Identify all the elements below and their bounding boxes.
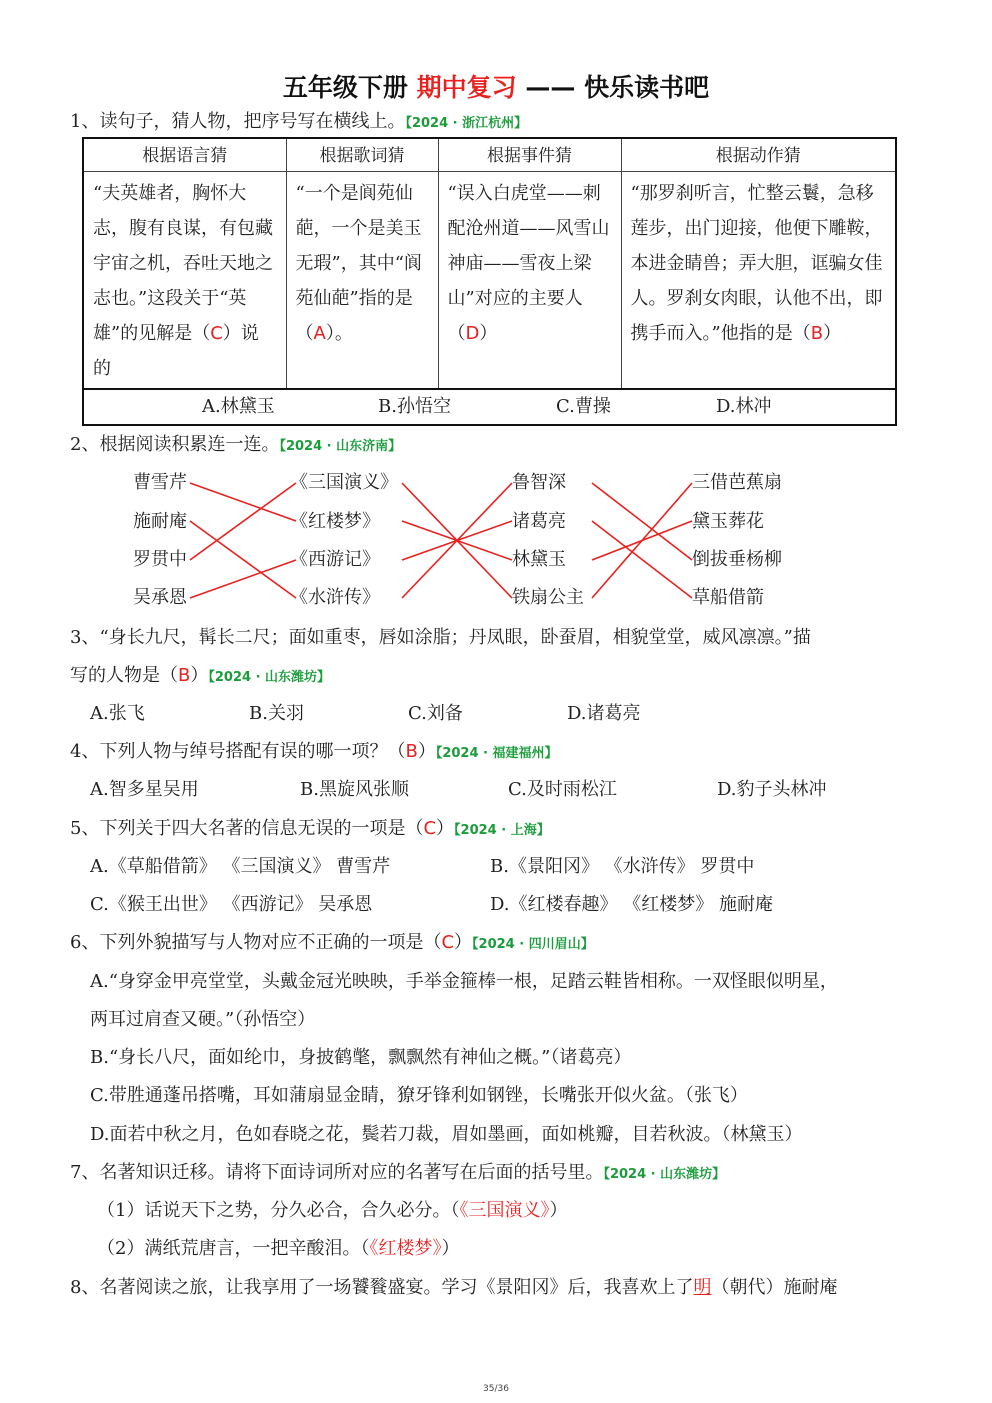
- q2-event: 三借芭蕉扇: [692, 472, 782, 493]
- q5-option-a: A.《草船借箭》 《三国演义》 曹雪芹: [90, 856, 391, 877]
- q2-book: 《红楼梦》: [290, 511, 380, 532]
- q2-link-line: [190, 483, 296, 521]
- q2-author: 曹雪芹: [133, 472, 187, 493]
- q1-header-events: 根据事件猜: [438, 138, 621, 172]
- q2-character: 鲁智深: [512, 472, 566, 493]
- q7-stem: 7、名著知识迁移。请将下面诗词所对应的名著写在后面的括号里。【2024 · 山东潍坊】: [70, 1162, 726, 1183]
- q1-option-d: D.林冲: [716, 396, 772, 417]
- q1-stem: 1、读句子，猜人物，把序号写在横线上。【2024 · 浙江杭州】: [70, 111, 528, 132]
- q2-link-line: [592, 521, 692, 598]
- q7-item-2: （2）满纸荒唐言，一把辛酸泪。（《红楼梦》）: [97, 1238, 460, 1259]
- q1-answer-1: C: [210, 323, 223, 344]
- q5-option-b: B.《景阳冈》 《水浒传》 罗贯中: [490, 856, 755, 877]
- q4-option-d: D.豹子头林冲: [717, 779, 827, 800]
- q2-character: 林黛玉: [512, 549, 566, 570]
- q4-tag: 【2024 · 福建福州】: [435, 746, 558, 761]
- q1-option-c: C.曹操: [556, 396, 611, 417]
- q2-event: 倒拔垂杨柳: [692, 549, 782, 570]
- q2-link-line: [190, 560, 296, 598]
- q4-answer: B: [405, 741, 418, 762]
- q1-cell-events: “误入白虎堂——刺配沧州道——风雪山神庙——雪夜上梁山”对应的主要人（D）: [438, 172, 621, 390]
- q7-item-1: （1）话说天下之势，分久必合，合久必分。（《三国演义》）: [97, 1200, 568, 1221]
- q3-option-d: D.诸葛亮: [567, 703, 641, 724]
- q2-character: 铁扇公主: [512, 587, 584, 608]
- q8-stem: 8、名著阅读之旅，让我享用了一场饕餮盛宴。学习《景阳冈》后，我喜欢上了明（朝代）施耐庵: [70, 1277, 838, 1298]
- q5-tag: 【2024 · 上海】: [454, 823, 550, 838]
- q2-event: 草船借箭: [692, 587, 764, 608]
- q1-answer-4: B: [810, 323, 824, 344]
- q5-stem: 5、下列关于四大名著的信息无误的一项是（C）【2024 · 上海】: [70, 818, 550, 839]
- q3-stem-line1: 3、“身长九尺，髯长二尺；面如重枣，唇如涂脂；丹凤眼，卧蚕眉，相貌堂堂，威风凛凛。”描: [70, 627, 811, 648]
- q6-option-b: B.“身长八尺，面如纶巾，身披鹤氅，飘飘然有神仙之概。”（诸葛亮）: [90, 1047, 632, 1068]
- q2-author: 罗贯中: [133, 549, 187, 570]
- q5-option-c: C.《猴王出世》 《西游记》 吴承恩: [90, 894, 373, 915]
- q3-option-b: B.关羽: [249, 703, 304, 724]
- q6-tag: 【2024 · 四川眉山】: [472, 937, 594, 952]
- title-midterm: 期中复习: [416, 73, 517, 102]
- q1-option-b: B.孙悟空: [378, 396, 451, 417]
- q1-cell-actions: “那罗刹听言，忙整云鬟，急移莲步，出门迎接，他便下雕鞍，本进金睛兽；弄大胆，诓骗女佳人。罗刹女肉眼，认他不出，即携手而入。”他指的是（B）: [621, 172, 896, 390]
- q2-tag: 【2024 · 山东济南】: [279, 439, 402, 454]
- q7-answer-1: 《三国演义》: [459, 1200, 550, 1221]
- q5-answer: C: [423, 818, 437, 839]
- q2-stem: 2、根据阅读积累连一连。【2024 · 山东济南】: [70, 434, 402, 455]
- q2-book: 《三国演义》: [290, 472, 398, 493]
- q1-tag: 【2024 · 浙江杭州】: [405, 116, 528, 131]
- q6-option-a-line1: A.“身穿金甲亮堂堂，头戴金冠光映映，手举金箍棒一根，足踏云鞋皆相称。一双怪眼似明星，: [90, 971, 838, 992]
- q1-option-a: A.林黛玉: [202, 396, 275, 417]
- q2-link-line: [592, 483, 692, 598]
- q3-answer: B: [178, 665, 191, 686]
- q3-tag: 【2024 · 山东潍坊】: [208, 670, 331, 685]
- q8-answer: 明: [693, 1277, 712, 1298]
- q5-option-d: D.《红楼春趣》 《红楼梦》 施耐庵: [490, 894, 773, 915]
- q2-book: 《水浒传》: [290, 587, 380, 608]
- q4-stem: 4、下列人物与绰号搭配有误的哪一项？（B）【2024 · 福建福州】: [70, 741, 558, 762]
- q2-link-line: [190, 521, 296, 598]
- page-number: 35/36: [483, 1384, 509, 1394]
- q3-stem-line2: 写的人物是（B）【2024 · 山东潍坊】: [70, 665, 331, 686]
- q6-stem: 6、下列外貌描写与人物对应不正确的一项是（C）【2024 · 四川眉山】: [70, 932, 594, 953]
- q6-option-d: D.面若中秋之月，色如春晓之花，鬓若刀裁，眉如墨画，面如桃瓣，目若秋波。（林黛玉）: [90, 1124, 803, 1145]
- q1-cell-lyrics: “一个是阆苑仙葩，一个是美玉无瑕”，其中“阆苑仙葩”指的是（A）。: [286, 172, 438, 390]
- title-topic: —— 快乐读书吧: [525, 73, 710, 102]
- q3-option-c: C.刘备: [408, 703, 463, 724]
- q6-answer: C: [441, 932, 455, 953]
- q2-character: 诸葛亮: [512, 511, 566, 532]
- q2-author: 施耐庵: [133, 511, 187, 532]
- q1-answer-3: D: [465, 323, 480, 344]
- q2-book: 《西游记》: [290, 549, 380, 570]
- q3-option-a: A.张飞: [90, 703, 145, 724]
- q1-answer-2: A: [313, 323, 326, 344]
- q6-option-a-line2: 两耳过肩查又硬。”（孙悟空）: [90, 1009, 316, 1030]
- q6-option-c: C.带胜通蓬吊搭嘴，耳如蒲扇显金睛，獠牙锋利如钢锉，长嘴张开似火盆。（张飞）: [90, 1085, 748, 1106]
- q1-header-language: 根据语言猜: [83, 138, 286, 172]
- q4-option-a: A.智多星吴用: [90, 779, 199, 800]
- q4-option-b: B.黑旋风张顺: [300, 779, 409, 800]
- title-grade: 五年级下册: [282, 73, 408, 102]
- q2-event: 黛玉葬花: [692, 511, 764, 532]
- q1-header-lyrics: 根据歌词猜: [286, 138, 438, 172]
- q1-header-actions: 根据动作猜: [621, 138, 896, 172]
- q4-option-c: C.及时雨松江: [508, 779, 617, 800]
- q7-answer-2: 《红楼梦》: [369, 1238, 442, 1259]
- q1-cell-language: “夫英雄者，胸怀大志，腹有良谋，有包藏宇宙之机，吞吐天地之志也。”这段关于“英雄”的见解是（C）说的: [83, 172, 286, 390]
- q7-tag: 【2024 · 山东潍坊】: [603, 1167, 726, 1182]
- q2-link-line: [592, 483, 692, 560]
- q2-author: 吴承恩: [133, 587, 187, 608]
- q2-link-line: [190, 483, 296, 560]
